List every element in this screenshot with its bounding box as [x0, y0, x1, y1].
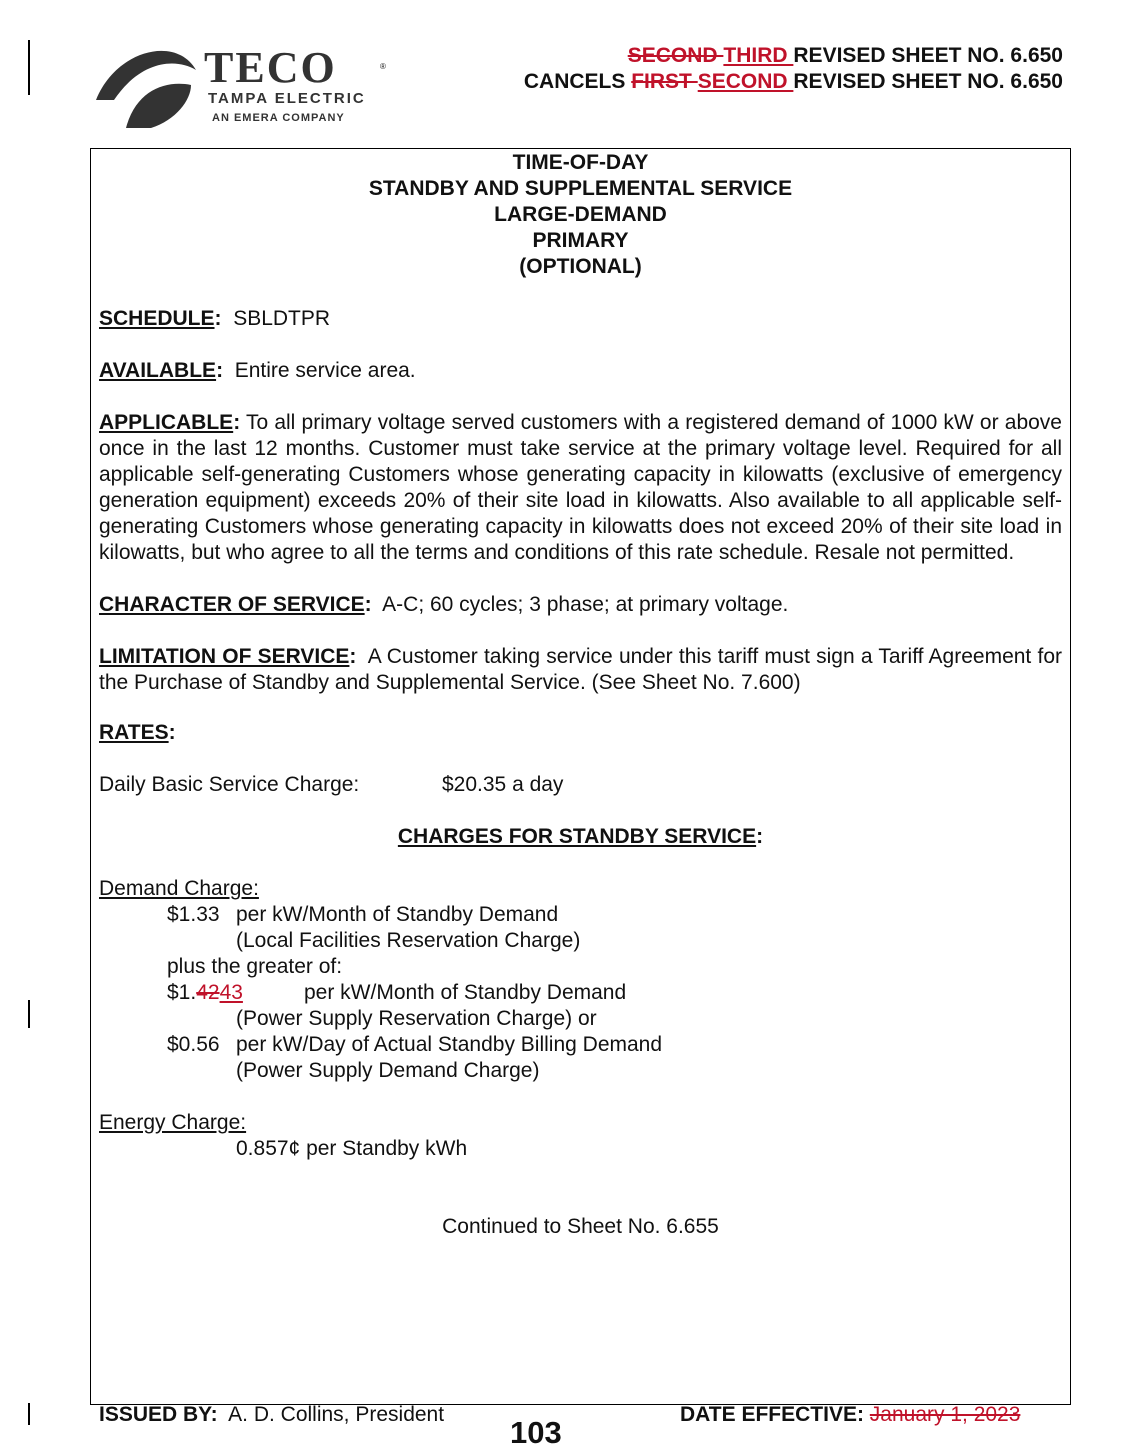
- psr-amount: [99, 980, 304, 1006]
- character-section: CHARACTER OF SERVICE: A-C; 60 cycles; 3 phase; at primary voltage.: [99, 593, 789, 616]
- tariff-content: [99, 150, 1062, 1240]
- limitation-section: LIMITATION OF SERVICE: A Customer taking service under this tariff must sign a Tariff Agreement for the Purchase of Standby and Supplemental Service. (See Sheet No. 7.600): [99, 645, 1062, 694]
- document-title: [99, 150, 1062, 280]
- schedule-value: SBLDTPR: [233, 307, 331, 330]
- local-note: (Local Facilities Reservation Charge): [236, 929, 581, 952]
- title-line: STANDBY AND SUPPLEMENTAL SERVICE: [368, 177, 793, 200]
- psr-amount-prefix: $1.: [167, 981, 197, 1004]
- energy-charge-value: 0.857¢ per Standby kWh: [236, 1137, 468, 1160]
- daily-charge-value: $20.35 a day: [442, 773, 564, 796]
- schedule-label: SCHEDULE: [99, 307, 215, 330]
- demand-charge-label: [99, 876, 1062, 902]
- issued-by-value: A. D. Collins, President: [228, 1403, 445, 1426]
- energy-charge-label: [99, 1110, 1062, 1136]
- limitation-label: LIMITATION OF SERVICE: [99, 645, 350, 668]
- available-label: AVAILABLE: [99, 359, 217, 382]
- local-facilities-row: [99, 902, 1062, 928]
- deleted-date: January 1, 2023: [869, 1403, 1021, 1426]
- local-description: per kW/Month of Standby Demand: [236, 903, 559, 926]
- available-section: AVAILABLE: Entire service area.: [99, 359, 416, 382]
- inserted-text: 43: [219, 981, 243, 1004]
- sheet-number-text: REVISED SHEET NO. 6.650: [793, 70, 1063, 93]
- company-logo: [96, 40, 426, 130]
- standby-heading-text: CHARGES FOR STANDBY SERVICE: [397, 825, 757, 848]
- applicable-section: APPLICABLE: To all primary voltage served customers with a registered demand of 1000 kW or above once in the last 12 months. Customer must take service at the primary voltage level. Required for all applicable self-generating Customers whose generating capacity in kilowatts (exclusive of emergency generation equipment) exceeds 20% of their site load in kilowatts. Also available to all applicable self-generating Customers whose generating capacity in kilowatts does not exceed 20% of their site load in kilowatts, but who agree to all the terms and conditions of this rate schedule. Resale not permitted.: [99, 411, 1062, 564]
- demand-charge-text: Demand Charge:: [99, 877, 259, 900]
- change-bar: [28, 1403, 30, 1425]
- title-line: PRIMARY: [532, 229, 629, 252]
- page-number: 103: [510, 1415, 562, 1450]
- daily-charge-row: [99, 772, 1062, 798]
- title-line: LARGE-DEMAND: [494, 203, 667, 226]
- deleted-text: FIRST: [631, 70, 698, 93]
- psd-note: (Power Supply Demand Charge): [236, 1059, 540, 1082]
- power-supply-reservation-row: [99, 980, 1062, 1006]
- sheet-number-text: REVISED SHEET NO. 6.650: [793, 44, 1063, 67]
- date-effective: [680, 1403, 1020, 1427]
- inserted-text: THIRD: [723, 44, 794, 67]
- deleted-text: SECOND: [627, 44, 724, 67]
- applicable-text: To all primary voltage served customers with a registered demand of 1000 kW or above once in the last 12 months. Customer must take service at the primary voltage level. Required for all applicable self-generating Customers whose generating capacity in kilowatts (exclusive of emergency generation equipment) exceeds 20% of their site load in kilowatts. Also available to all applicable self-generating Customers whose generating capacity in kilowatts does not exceed 20% of their site load in kilowatts, but who agree to all the terms and conditions of this rate schedule. Resale not permitted.: [99, 411, 1062, 564]
- psd-description: per kW/Day of Actual Standby Billing Demand: [236, 1033, 663, 1056]
- power-supply-demand-row: [99, 1032, 1062, 1058]
- energy-charge-text: Energy Charge:: [99, 1111, 247, 1134]
- available-value: Entire service area.: [234, 359, 416, 382]
- schedule-section: SCHEDULE: SBLDTPR: [99, 307, 331, 330]
- limitation-text: A Customer taking service under this tariff must sign a Tariff Agreement for the Purchase of Standby and Supplemental Service. (See Sheet No. 7.600): [99, 645, 1062, 694]
- title-line: (OPTIONAL): [519, 255, 642, 278]
- psr-description: per kW/Month of Standby Demand: [304, 981, 627, 1004]
- date-effective-label: DATE EFFECTIVE:: [680, 1403, 864, 1426]
- issued-by: ISSUED BY: A. D. Collins, President: [99, 1403, 445, 1426]
- daily-charge-label: Daily Basic Service Charge:: [99, 773, 360, 796]
- cancels-prefix: CANCELS: [523, 70, 632, 93]
- teco-swoosh-icon: [96, 40, 196, 130]
- rates-label: RATES: [99, 721, 169, 744]
- psd-amount: $0.56: [167, 1033, 220, 1056]
- psr-note: (Power Supply Reservation Charge) or: [236, 1007, 597, 1030]
- standby-heading: CHARGES FOR STANDBY SERVICE:: [397, 825, 764, 848]
- cancels-sheet-line: [524, 70, 1063, 94]
- rates-section: RATES:: [99, 721, 176, 744]
- logo-subtitle: TAMPA ELECTRIC: [208, 90, 366, 107]
- logo-tagline: AN EMERA COMPANY: [212, 112, 345, 124]
- title-line: TIME-OF-DAY: [512, 151, 649, 174]
- logo-name: TECO: [204, 43, 337, 92]
- change-bar: [28, 40, 30, 95]
- character-value: A-C; 60 cycles; 3 phase; at primary voltage.: [382, 593, 789, 616]
- issued-by-label: ISSUED BY: [99, 1403, 211, 1426]
- deleted-text: 42: [196, 981, 220, 1004]
- character-label: CHARACTER OF SERVICE: [99, 593, 365, 616]
- revised-sheet-line: [628, 44, 1063, 68]
- local-amount: $1.33: [167, 903, 220, 926]
- change-bar: [28, 1000, 30, 1028]
- greater-of-text: plus the greater of:: [167, 955, 343, 978]
- applicable-label: APPLICABLE: [99, 411, 234, 434]
- logo-registered-mark: ®: [380, 62, 386, 71]
- inserted-text: SECOND: [697, 70, 794, 93]
- continued-note: Continued to Sheet No. 6.655: [442, 1215, 719, 1238]
